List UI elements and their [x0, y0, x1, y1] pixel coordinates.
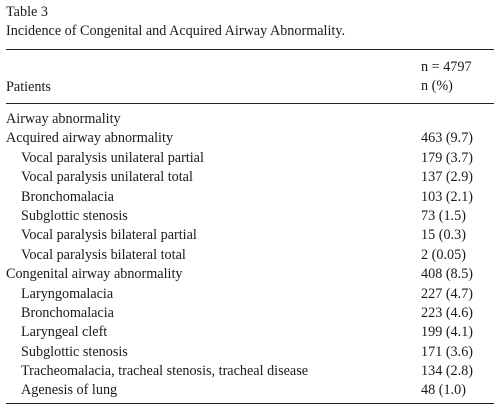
- row-value: 103 (2.1): [421, 188, 474, 205]
- row-label: Vocal paralysis bilateral total: [21, 246, 186, 263]
- row-label: Subglottic stenosis: [21, 207, 128, 224]
- row-label: Tracheomalacia, tracheal stenosis, tracheal disease: [21, 363, 309, 380]
- row-label: Laryngeal cleft: [21, 324, 108, 341]
- row-value: 134 (2.8): [421, 363, 474, 380]
- table-number: Table 3: [6, 4, 48, 20]
- row-value: 48 (1.0): [421, 382, 466, 399]
- header-rule: [6, 103, 494, 104]
- header-n: [421, 58, 472, 96]
- table-row: [6, 304, 494, 323]
- table-body: [6, 110, 494, 401]
- table-row: [6, 323, 494, 342]
- row-value: 15 (0.3): [421, 227, 466, 244]
- row-label: Airway abnormality: [6, 111, 121, 127]
- table-row: [6, 129, 494, 148]
- row-label: Acquired airway abnormality: [6, 130, 174, 147]
- row-value: 2 (0.05): [421, 246, 466, 263]
- row-value: 171 (3.6): [421, 343, 474, 360]
- row-label: Subglottic stenosis: [21, 343, 128, 360]
- table-row: [6, 207, 494, 226]
- row-label: Laryngomalacia: [21, 285, 114, 302]
- row-value: 73 (1.5): [421, 207, 466, 224]
- row-value: 463 (9.7): [421, 130, 474, 147]
- table-row: [6, 168, 494, 187]
- row-value: 227 (4.7): [421, 285, 474, 302]
- table-row: [6, 343, 494, 362]
- table-title: Incidence of Congenital and Acquired Airway Abnormality.: [6, 23, 346, 39]
- table-row: [6, 362, 494, 381]
- table-row: [6, 110, 494, 129]
- row-label: Vocal paralysis bilateral partial: [21, 227, 197, 244]
- row-label: Vocal paralysis unilateral partial: [21, 149, 204, 166]
- table-row: [6, 246, 494, 265]
- row-value: 179 (3.7): [421, 149, 474, 166]
- header-patients: Patients: [6, 79, 51, 95]
- header-n-total: n = 4797: [421, 59, 472, 75]
- row-label: Vocal paralysis unilateral total: [21, 169, 193, 186]
- table-row: [6, 226, 494, 245]
- bottom-rule: [6, 403, 494, 404]
- row-value: 408 (8.5): [421, 266, 474, 283]
- row-label: Congenital airway abnormality: [6, 266, 183, 283]
- table-row: [6, 265, 494, 284]
- row-value: 199 (4.1): [421, 324, 474, 341]
- table-caption: [6, 3, 345, 41]
- header-n-percent: n (%): [421, 78, 453, 94]
- row-label: Agenesis of lung: [21, 382, 118, 399]
- top-rule: [6, 49, 494, 50]
- row-value: 223 (4.6): [421, 304, 474, 321]
- row-label: Bronchomalacia: [21, 188, 114, 205]
- table-row: [6, 188, 494, 207]
- table-row: [6, 285, 494, 304]
- row-label: Bronchomalacia: [21, 304, 114, 321]
- table-row: [6, 381, 494, 400]
- table-row: [6, 149, 494, 168]
- row-value: 137 (2.9): [421, 169, 474, 186]
